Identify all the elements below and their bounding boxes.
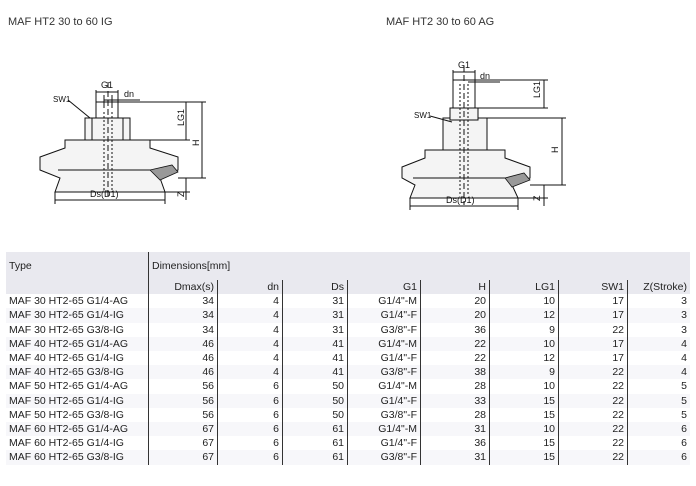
value-cell: G1/4"-F — [348, 436, 421, 450]
value-cell: 10 — [490, 337, 559, 351]
label-dn-ag: dn — [480, 71, 491, 81]
value-cell: 46 — [149, 365, 218, 379]
table-row — [6, 308, 690, 322]
value-cell: 4 — [218, 365, 283, 379]
value-cell: 6 — [628, 422, 691, 436]
label-sw1-ig: SW1 — [53, 95, 71, 104]
type-cell: MAF 40 HT2-65 G1/4-AG — [6, 337, 149, 351]
value-cell: 50 — [283, 394, 348, 408]
table-row — [6, 450, 690, 464]
value-cell: 5 — [628, 394, 691, 408]
drawing-caption-ag: MAF HT2 30 to 60 AG — [386, 16, 495, 28]
thread-stud — [96, 102, 118, 118]
col-header-lg1: LG1 — [490, 280, 559, 294]
label-h-ag: H — [550, 146, 560, 153]
value-cell: 31 — [283, 294, 348, 308]
table-row — [6, 323, 690, 337]
type-cell: MAF 60 HT2-65 G3/8-IG — [6, 450, 149, 464]
value-cell: 6 — [218, 379, 283, 393]
table-group-header-row — [6, 252, 690, 280]
value-cell: 22 — [559, 450, 628, 464]
table-row — [6, 294, 690, 308]
type-cell: MAF 50 HT2-65 G1/4-AG — [6, 379, 149, 393]
value-cell: G3/8"-F — [348, 365, 421, 379]
value-cell: 34 — [149, 323, 218, 337]
value-cell: 28 — [421, 379, 490, 393]
value-cell: 9 — [490, 323, 559, 337]
col-header-dmax: Dmax(s) — [149, 280, 218, 294]
value-cell: 4 — [628, 337, 691, 351]
value-cell: G1/4"-M — [348, 422, 421, 436]
col-header-z: Z(Stroke) — [628, 280, 691, 294]
value-cell: 6 — [218, 422, 283, 436]
value-cell: 67 — [149, 450, 218, 464]
table-row — [6, 408, 690, 422]
value-cell: 10 — [490, 422, 559, 436]
cup-body-ag — [402, 150, 530, 198]
table-row — [6, 379, 690, 393]
cup-body — [40, 140, 178, 192]
label-z-ig: Z — [176, 191, 186, 197]
value-cell: 15 — [490, 450, 559, 464]
drawing-caption-ig: MAF HT2 30 to 60 IG — [8, 16, 113, 28]
value-cell: 41 — [283, 351, 348, 365]
value-cell: 22 — [559, 323, 628, 337]
dimensions-table — [6, 252, 690, 465]
value-cell: 34 — [149, 294, 218, 308]
value-cell: 46 — [149, 351, 218, 365]
value-cell: 17 — [559, 351, 628, 365]
value-cell: 17 — [559, 337, 628, 351]
value-cell: 22 — [559, 408, 628, 422]
value-cell: 5 — [681, 380, 687, 393]
value-cell: 61 — [283, 436, 348, 450]
value-cell: 4 — [218, 294, 283, 308]
value-cell: 36 — [421, 323, 490, 337]
value-cell: 50 — [283, 408, 348, 422]
value-cell: 22 — [559, 365, 628, 379]
value-cell: G1/4"-M — [348, 337, 421, 351]
value-cell: 61 — [283, 422, 348, 436]
table-row — [6, 351, 690, 365]
col-header-sw1: SW1 — [559, 280, 628, 294]
value-cell: 56 — [149, 394, 218, 408]
value-cell: 6 — [218, 408, 283, 422]
value-cell: 10 — [490, 379, 559, 393]
type-cell: MAF 60 HT2-65 G1/4-AG — [6, 422, 149, 436]
type-cell: MAF 60 HT2-65 G1/4-IG — [6, 436, 149, 450]
value-cell: 4 — [218, 308, 283, 322]
type-cell: MAF 40 HT2-65 G1/4-IG — [6, 351, 149, 365]
label-lg1-ig: LG1 — [176, 108, 186, 126]
value-cell: 31 — [283, 323, 348, 337]
value-cell: 36 — [421, 436, 490, 450]
value-cell: 9 — [490, 365, 559, 379]
value-cell: 34 — [149, 308, 218, 322]
value-cell: 22 — [421, 351, 490, 365]
value-cell: 6 — [218, 394, 283, 408]
value-cell: 17 — [559, 294, 628, 308]
value-cell: 31 — [421, 422, 490, 436]
value-cell: 41 — [283, 337, 348, 351]
value-cell: 22 — [559, 379, 628, 393]
value-cell: 3 — [681, 323, 687, 336]
value-cell: 5 — [681, 408, 687, 421]
label-g1-ag: G1 — [458, 60, 471, 70]
value-cell: 4 — [218, 323, 283, 337]
value-cell: 3 — [628, 308, 691, 322]
type-cell: MAF 30 HT2-65 G3/8-IG — [6, 323, 149, 337]
value-cell: G3/8"-F — [348, 450, 421, 464]
value-cell: 6 — [628, 450, 691, 464]
value-cell: 41 — [283, 365, 348, 379]
table-row — [6, 337, 690, 351]
value-cell: 12 — [490, 351, 559, 365]
type-cell: MAF 50 HT2-65 G3/8-IG — [6, 408, 149, 422]
value-cell: 56 — [149, 379, 218, 393]
col-header-h: H — [421, 280, 490, 294]
label-ds-ag: Ds(D1) — [446, 195, 475, 205]
value-cell: G1/4"-F — [348, 351, 421, 365]
type-cell: MAF 50 HT2-65 G1/4-IG — [6, 394, 149, 408]
value-cell: 4 — [681, 352, 687, 365]
value-cell: 20 — [421, 294, 490, 308]
col-header-dn: dn — [218, 280, 283, 294]
value-cell: 15 — [490, 394, 559, 408]
value-cell: 22 — [421, 337, 490, 351]
value-cell: 28 — [421, 408, 490, 422]
value-cell: 10 — [490, 294, 559, 308]
value-cell: 50 — [283, 379, 348, 393]
label-dn-ig: dn — [124, 89, 135, 99]
value-cell: 61 — [283, 450, 348, 464]
label-h-ig: H — [191, 139, 201, 146]
dimensions-group-header: Dimensions[mm] — [149, 252, 691, 280]
value-cell: 38 — [421, 365, 490, 379]
value-cell: 4 — [218, 351, 283, 365]
label-z-ag: Z — [532, 195, 542, 201]
value-cell: G1/4"-F — [348, 308, 421, 322]
value-cell: 31 — [283, 308, 348, 322]
value-cell: 4 — [628, 365, 691, 379]
type-cell: MAF 40 HT2-65 G3/8-IG — [6, 365, 149, 379]
table-row — [6, 422, 690, 436]
value-cell: 22 — [559, 394, 628, 408]
col-header-ds: Ds — [283, 280, 348, 294]
table-row — [6, 394, 690, 408]
value-cell: 6 — [218, 450, 283, 464]
value-cell: 22 — [559, 422, 628, 436]
value-cell: 67 — [149, 422, 218, 436]
value-cell: 46 — [149, 337, 218, 351]
value-cell: G3/8"-F — [348, 323, 421, 337]
value-cell: 17 — [559, 308, 628, 322]
value-cell: 3 — [681, 295, 687, 308]
label-lg1-ag: LG1 — [532, 80, 542, 98]
table-row — [6, 365, 690, 379]
label-ds-ig: Ds(D1) — [90, 189, 119, 199]
value-cell: G3/8"-F — [348, 408, 421, 422]
column-header-row — [6, 280, 690, 294]
value-cell: 67 — [149, 436, 218, 450]
value-cell: G1/4"-F — [348, 394, 421, 408]
value-cell: 33 — [421, 394, 490, 408]
value-cell: G1/4"-M — [348, 294, 421, 308]
value-cell: 6 — [681, 437, 687, 450]
value-cell: 56 — [149, 408, 218, 422]
value-cell: 12 — [490, 308, 559, 322]
table-row — [6, 436, 690, 450]
value-cell: 31 — [421, 450, 490, 464]
value-cell: 6 — [218, 436, 283, 450]
value-cell: G1/4"-M — [348, 379, 421, 393]
value-cell: 15 — [490, 408, 559, 422]
label-sw1-ag: SW1 — [414, 111, 432, 120]
type-cell: MAF 30 HT2-65 G1/4-IG — [6, 308, 149, 322]
value-cell: 4 — [218, 337, 283, 351]
value-cell: 20 — [421, 308, 490, 322]
col-header-g1: G1 — [348, 280, 421, 294]
value-cell: 22 — [559, 436, 628, 450]
type-cell: MAF 30 HT2-65 G1/4-AG — [6, 294, 149, 308]
type-header: Type — [6, 252, 149, 280]
label-g1-ig: G1 — [101, 80, 114, 90]
value-cell: 15 — [490, 436, 559, 450]
